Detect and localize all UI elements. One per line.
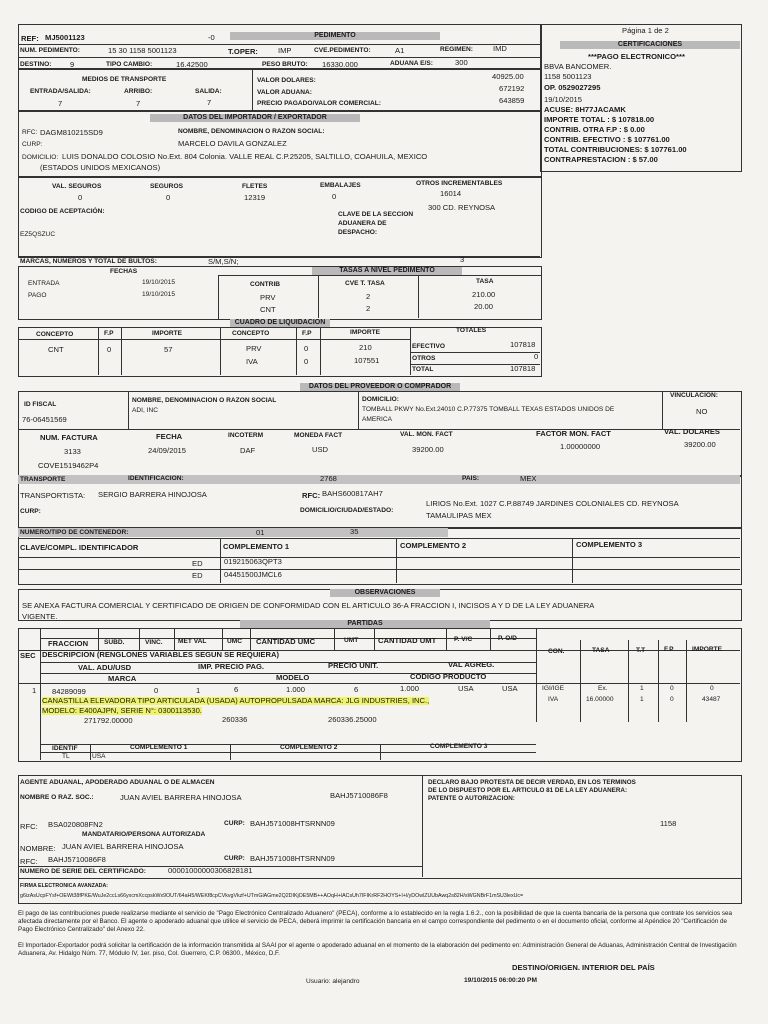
row-fp-2: 0 — [670, 696, 674, 703]
liq-efectivo-label: EFECTIVO — [412, 343, 445, 350]
arribo-label: ARRIBO: — [124, 88, 153, 95]
destino-origen: DESTINO/ORIGEN. INTERIOR DEL PAÍS — [512, 963, 655, 972]
peso-label: PESO BRUTO: — [262, 61, 308, 68]
row-precio: 260336.25000 — [328, 715, 377, 724]
part-h-cantumc: CANTIDAD UMC — [256, 637, 316, 646]
imp-nombre-value: MARCELO DAVILA GONZALEZ — [178, 139, 287, 148]
c1-value: USA — [92, 753, 106, 760]
part-modelo-label: MODELO — [276, 673, 310, 682]
imp-rfc-label: RFC: — [22, 129, 38, 136]
trans-domicilio-label: DOMICILIO/CIUDAD/ESTADO: — [300, 507, 394, 514]
cert-num: 1158 5001123 — [544, 72, 592, 81]
salida-value: 7 — [207, 98, 212, 107]
liq-totales-label: TOTALES — [456, 327, 487, 334]
acept-label: CODIGO DE ACEPTACIÓN: — [20, 208, 105, 215]
transporte-title: MEDIOS DE TRANSPORTE — [82, 76, 167, 83]
liq-h-importe-2: IMPORTE — [350, 329, 381, 336]
row-tt-2: 1 — [640, 696, 644, 703]
tipo-cambio-label: TIPO CAMBIO: — [106, 61, 153, 68]
usuario: Usuario: alejandro — [306, 978, 360, 985]
otros-label: OTROS INCREMENTABLES — [416, 180, 503, 187]
liq-h-concepto-2: CONCEPTO — [232, 330, 270, 337]
embalajes-value: 0 — [332, 192, 337, 201]
prov-moneda: USD — [312, 445, 329, 454]
liq-left-concepto: CNT — [48, 345, 64, 354]
part-desc-label: DESCRIPCION (RENGLONES VARIABLES SEGUN SE REQUIERA) — [42, 650, 279, 659]
seguros-label: VAL. SEGUROS — [52, 183, 102, 190]
prov-h-valdol: VAL. DOLARES — [664, 427, 720, 436]
dolares-label: VALOR DOLARES: — [257, 77, 316, 84]
c1-h-label: COMPLEMENTO 1 — [130, 744, 188, 751]
otros-value: 16014 — [440, 189, 462, 198]
contenedor-num: 01 — [256, 528, 265, 537]
prov-vinculacion-value: NO — [696, 407, 708, 416]
destino-value: 9 — [70, 60, 75, 69]
ident-value: 2768 — [320, 474, 337, 483]
pais-value: MEX — [520, 474, 537, 483]
prov-domicilio-label: DOMICILIO: — [362, 396, 399, 403]
importe-total: IMPORTE TOTAL : $ 107818.00 — [544, 115, 655, 124]
prov-h-valmon: VAL. MON. FACT — [400, 431, 453, 438]
peso-value: 16330.000 — [322, 60, 358, 69]
part-h-cantumt: CANTIDAD UMT — [378, 636, 437, 645]
destino-label: DESTINO: — [20, 61, 52, 68]
arribo-value: 7 — [136, 99, 141, 108]
part-h-pod: P. O/D — [498, 635, 517, 642]
mandatario-title: MANDATARIO/PERSONA AUTORIZADA — [82, 831, 206, 838]
contraprestacion: CONTRAPRESTACION : $ 57.00 — [544, 155, 658, 164]
transportista-value: SERGIO BARRERA HINOJOSA — [98, 490, 207, 499]
marcas-label: MARCAS, NUMEROS Y TOTAL DE BULTOS: — [20, 258, 157, 265]
liq-h-concepto-1: CONCEPTO — [36, 331, 74, 338]
contrib-efectivo: CONTRIB. EFECTIVO : $ 107761.00 — [544, 135, 670, 144]
trans-domicilio-value: LIRIOS No.Ext. 1027 C.P.88749 JARDINES COLONIALES CD. REYNOSA — [426, 499, 679, 508]
tasa-row-1-tasa: 210.00 — [472, 290, 496, 299]
liquidacion-title: CUADRO DE LIQUIDACION — [230, 319, 330, 327]
legal-text-2: El Importador-Exportador podrá solicitar la certificación de la información transmitida al SAAI por el agente o apoderado aduanal en el momento de la elaboración del pedimento en: Administración General de Aduanas, Administración Central de Investigación Aduanera, Av. Hidalgo Núm. 77, Módulo IV, 1er. piso, Col. Guerrero, C.P. 06300., México, D.F. — [18, 942, 737, 957]
part-sec-label: SEC — [20, 651, 36, 660]
agente-curp-label: CURP: — [224, 820, 245, 827]
contenedor-label: NUMERO/TIPO DE CONTENEDOR: — [20, 529, 129, 536]
row-val: 271792.00000 — [84, 716, 133, 725]
part-fp-label: F.P — [664, 646, 674, 653]
row-cantumt: 1.000 — [400, 684, 420, 693]
row-umc: 1.000 — [286, 685, 306, 694]
row-imp: 260336 — [222, 715, 248, 724]
part-tasa-label: TASA — [592, 647, 610, 654]
clave-label-3: DESPACHO: — [338, 229, 378, 236]
partidas-table — [18, 628, 742, 762]
liq-left-importe: 57 — [164, 345, 173, 354]
fletes-label: FLETES — [242, 183, 268, 190]
liq-h-importe-1: IMPORTE — [152, 330, 183, 337]
banco: BBVA BANCOMER. — [544, 62, 612, 71]
clave-value: 300 CD. REYNOSA — [428, 203, 496, 212]
agente-rfc-value: BSA020808FN2 — [48, 820, 103, 829]
prov-h-moneda: MONEDA FACT — [294, 432, 343, 439]
fecha-pago-label: PAGO — [28, 292, 47, 299]
proveedor-box — [18, 391, 742, 477]
seguros2-label: SEGUROS — [150, 183, 183, 190]
liq-h-fp-2: F.P — [302, 330, 312, 337]
prov-idfiscal-value: 76-06451569 — [22, 415, 67, 424]
entrada-label: ENTRADA/SALIDA: — [30, 88, 91, 95]
tasas-cve-label: CVE T. TASA — [345, 280, 385, 287]
agente-rfc2-value: BAHJ5710086F8 — [48, 855, 106, 864]
observaciones-text: SE ANEXA FACTURA COMERCIAL Y CERTIFICADO DE ORIGEN DE CONFORMIDAD CON EL ARTICULO 36-A FRACCION I, INCISOS A Y D DE LA LEY ADUANERA — [22, 601, 595, 610]
seguros2-value: 0 — [166, 193, 171, 202]
liq-mid-1-fp: 0 — [304, 344, 309, 353]
ident-h-label: IDENTIF — [52, 745, 78, 752]
liq-mid-1-importe: 210 — [359, 343, 372, 352]
trans-rfc-label: RFC: — [302, 491, 321, 500]
fecha-entrada-label: ENTRADA — [28, 280, 60, 287]
prov-valdol: 39200.00 — [684, 440, 716, 449]
part-val-label: VAL. ADU/USD — [78, 663, 132, 672]
transporte-bar — [18, 475, 740, 484]
marcas-value: S/M,S/N; — [208, 257, 239, 266]
part-h-metval: MET VAL — [178, 638, 207, 645]
ref-value: MJ5001123 — [45, 33, 85, 42]
trans-rfc-value: BAHS600817AH7 — [322, 489, 383, 498]
imp-domicilio-value: LUIS DONALDO COLOSIO No.Ext. 804 Colonia. VALLE REAL C.P.25205, SALTILLO, COAHUILA, MEXICO — [62, 152, 428, 161]
agente-rfc-label: RFC: — [20, 822, 38, 831]
trans-curp-label: CURP: — [20, 508, 41, 515]
row-pod: USA — [502, 684, 518, 693]
prov-fecha: 24/09/2015 — [148, 446, 187, 455]
imp-rfc-value: DAGM810215SD9 — [40, 128, 103, 137]
pagina-label: Página 1 de 2 — [622, 26, 669, 35]
regimen-value: IMD — [493, 44, 507, 53]
firma-label: FIRMA ELECTRONICA AVANZADA: — [20, 883, 109, 889]
row-con-1: IGI/IGE — [542, 685, 564, 692]
firma-box — [18, 878, 742, 904]
part-imp-label: IMP. PRECIO PAG. — [198, 662, 264, 671]
cert-fecha: 19/10/2015 — [544, 95, 583, 104]
regimen-label: REGIMEN: — [440, 46, 473, 53]
liq-mid-2-fp: 0 — [304, 357, 309, 366]
liq-efectivo-value: 107818 — [510, 340, 536, 349]
fecha-impresion: 19/10/2015 06:00:20 PM — [464, 977, 537, 984]
part-marca-label: MARCA — [108, 674, 137, 683]
embalajes-label: EMBALAJES — [320, 182, 361, 189]
liq-total-label: TOTAL — [412, 366, 434, 373]
certificaciones-title: CERTIFICACIONES — [560, 41, 740, 49]
tasa-row-1-contrib: PRV — [260, 293, 276, 302]
agente-curp2-value: BAHJ571008HTSRNN09 — [250, 854, 335, 863]
part-h-fraccion: FRACCION — [48, 639, 89, 648]
num-ped-value: 15 30 1158 5001123 — [108, 46, 177, 55]
tasas-contrib-label: CONTRIB — [250, 281, 281, 288]
row-imp-2: 43487 — [702, 696, 721, 703]
imp-nombre-label: NOMBRE, DENOMINACION O RAZON SOCIAL: — [178, 128, 325, 135]
prov-factura: 3133 — [64, 447, 81, 456]
pedimento-title: PEDIMENTO — [230, 32, 440, 40]
transportista-label: TRANSPORTISTA: — [20, 491, 86, 500]
row-desc-1: CANASTILLA ELEVADORA TIPO ARTICULADA (USADA) AUTOPROPULSADA MARCA: JLG INDUSTRIES, INC., — [42, 696, 430, 705]
salida-label: SALIDA: — [195, 88, 222, 95]
pago-electronico: ***PAGO ELECTRONICO*** — [588, 52, 685, 61]
row-subd: 0 — [154, 686, 159, 695]
liq-h-fp-1: F.P — [104, 330, 114, 337]
aduana-label: ADUANA E/S: — [390, 60, 433, 67]
agente-curp-value: BAHJ571008HTSRNN09 — [250, 819, 335, 828]
liq-mid-2-concepto: IVA — [246, 357, 258, 366]
firma-value: g6izAsUcpFYsf+OEWt38fPKE/WuJe2ccLs66yxcmXccpskWx9OUT/64aH5/WEKf8cpCVkvgVkzf+UTmGlAGme2Q2DIKjOE5MB++AOqH+lACsUh7IFIKrRF2HOYS+I+l/yDOwlZUUbAwq2s82H/sWGNBrF1mSU3lexUc= — [20, 893, 524, 899]
tasas-title: TASAS A NIVEL PEDIMENTO — [312, 267, 462, 275]
row-tasa-2: 16.00000 — [586, 696, 614, 703]
liq-mid-2-importe: 107551 — [354, 356, 380, 365]
serie-label: NUMERO DE SERIE DEL CERTIFICADO: — [20, 868, 146, 875]
prov-h-factura: NUM. FACTURA — [40, 433, 98, 442]
ref-label: REF: — [21, 34, 39, 43]
liq-total-value: 107818 — [510, 364, 536, 373]
declaro-text: DECLARO BAJO PROTESTA DE DECIR VERDAD, EN LOS TERMINOS DE LO DISPUESTO POR EL ARTICULO 81 DE LA LEY ADUANERA: PATENTE O AUTORIZACION: — [428, 779, 636, 802]
part-valagreg-label: VAL AGREG. — [448, 660, 495, 669]
imp-domicilio-label: DOMICILIO: — [22, 154, 59, 161]
tipo-cambio-value: 16.42500 — [176, 60, 208, 69]
toper-label: T.OPER: — [228, 47, 258, 56]
cveped-label: CVE.PEDIMENTO: — [314, 47, 371, 54]
legal-text: El pago de las contribuciones puede realizarse mediante el servicio de "Pago Electrónico Centralizado Aduanero" (PECA), conforme a lo establecido en la regla 1.6.2., con la posibilidad de que la cuenta bancaria de la persona que contrate los servicios sea afectada directamente por el Banco. El agente o apoderado aduanal que utilice el servicio de PECA, deberá imprimir la certificación bancaria en el campo correspondiente del pedimento o en el documento oficial, conforme al Apéndice 20 "Certificación de Pago Electrónico Centralizado" del Anexo 22. — [18, 910, 732, 933]
imp-domicilio-value2: (ESTADOS UNIDOS MEXICANOS) — [40, 163, 161, 172]
fletes-value: 12319 — [244, 193, 266, 202]
prov-idfiscal-label: ID FISCAL — [24, 401, 57, 408]
aduana-val-label: VALOR ADUANA: — [257, 89, 312, 96]
liq-otros-label: OTROS — [412, 355, 436, 362]
cont-row-1-comp1: 019215063QPT3 — [224, 557, 282, 566]
prov-h-fecha: FECHA — [156, 432, 183, 441]
part-h-pvc: P. V/C — [454, 636, 473, 643]
dolares-value: 40925.00 — [492, 72, 524, 81]
prov-valmon: 39200.00 — [412, 445, 444, 454]
row-metval: 6 — [234, 685, 239, 694]
clave-label-2: ADUANERA DE — [338, 220, 387, 227]
prov-incoterm: DAF — [240, 446, 256, 455]
observaciones-title: OBSERVACIONES — [330, 589, 440, 597]
agente-nombre2-value: JUAN AVIEL BARRERA HINOJOSA — [62, 842, 184, 851]
part-precio-label: PRECIO UNIT. — [328, 661, 379, 670]
tasas-tasa-label: TASA — [476, 278, 494, 285]
agente-nombre-rfc: BAHJ5710086F8 — [330, 791, 388, 800]
cont-row-2-comp1: 04451500JMCL6 — [224, 570, 282, 579]
liq-mid-1-concepto: PRV — [246, 344, 262, 353]
part-h-umt: UMT — [344, 637, 359, 644]
transporte-label: TRANSPORTE — [20, 476, 66, 483]
proveedor-title: DATOS DEL PROVEEDOR O COMPRADOR — [300, 383, 460, 391]
row-imp-1: 0 — [710, 685, 714, 692]
prov-vinculacion-label: VINCULACION: — [670, 392, 718, 399]
prov-factor: 1.00000000 — [560, 442, 601, 451]
row-con-2: IVA — [548, 696, 559, 703]
clave-label-1: CLAVE DE LA SECCION — [338, 211, 414, 218]
cont-row-1-clave: ED — [192, 559, 203, 568]
part-h-subd: SUBD. — [104, 639, 125, 646]
row-pvc: USA — [458, 684, 474, 693]
row-sec: 1 — [32, 686, 37, 695]
precio-value: 643859 — [499, 96, 525, 105]
total-contrib: TOTAL CONTRIBUCIONES: $ 107761.00 — [544, 145, 687, 154]
ref-suffix: -0 — [208, 33, 215, 42]
prov-nombre-value: ADI, INC — [132, 407, 159, 414]
comp2-label: COMPLEMENTO 2 — [400, 541, 467, 550]
clave-compl-label: CLAVE/COMPL. IDENTIFICADOR — [20, 543, 139, 552]
agente-nombre2-label: NOMBRE: — [20, 844, 56, 853]
prov-h-incoterm: INCOTERM — [228, 432, 264, 439]
bultos-value: 3 — [460, 255, 465, 264]
cert-acuse: ACUSE: 8H77JACAMK — [544, 105, 626, 114]
row-fraccion: 84289099 — [52, 687, 86, 696]
partidas-title: PARTIDAS — [240, 620, 490, 628]
row-tt-1: 1 — [640, 685, 644, 692]
agente-curp2-label: CURP: — [224, 855, 245, 862]
liq-otros-value: 0 — [534, 352, 539, 361]
seguros-value: 0 — [78, 193, 83, 202]
ident-label: IDENTIFICACION: — [128, 475, 184, 482]
agente-rfc2-label: RFC: — [20, 857, 38, 866]
entrada-value: 7 — [58, 99, 63, 108]
importador-title: DATOS DEL IMPORTADOR / EXPORTADOR — [150, 114, 360, 122]
trans-domicilio-value2: TAMAULIPAS MEX — [426, 511, 492, 520]
patente-value: 1158 — [660, 819, 677, 828]
part-codigo-label: CODIGO PRODUCTO — [410, 672, 487, 681]
agente-title: AGENTE ADUANAL, APODERADO ADUANAL O DE ALMACEN — [20, 779, 215, 786]
comp1-label: COMPLEMENTO 1 — [223, 542, 290, 551]
toper-value: IMP — [278, 46, 292, 55]
part-importe-label: IMPORTE — [692, 646, 723, 653]
prov-domicilio-value: TOMBALL PKWY No.Ext.24010 C.P.77375 TOMBALL TEXAS ESTADOS UNIDOS DE — [362, 406, 615, 413]
contenedor-tipo: 35 — [350, 527, 359, 536]
row-cantumc: 6 — [354, 685, 359, 694]
prov-domicilio-value2: AMERICA — [362, 416, 393, 423]
c2-h-label: COMPLEMENTO 2 — [280, 744, 338, 751]
num-ped-label: NUM. PEDIMENTO: — [20, 47, 80, 54]
row-vinc: 1 — [196, 686, 201, 695]
agente-nombre-value: JUAN AVIEL BARRERA HINOJOSA — [120, 793, 242, 802]
fecha-entrada-value: 19/10/2015 — [142, 279, 176, 286]
row-desc-2: MODELO: E400AJPN, SERIE N°: 0300113530. — [42, 706, 202, 715]
precio-label: PRECIO PAGADO/VALOR COMERCIAL: — [257, 100, 381, 107]
imp-curp-label: CURP: — [22, 141, 43, 148]
contrib-otra: CONTRIB. OTRA F.P : $ 0.00 — [544, 125, 645, 134]
observaciones-text2: VIGENTE. — [22, 612, 58, 621]
aduana-val-value: 672192 — [499, 84, 525, 93]
row-tasa-1: Ex. — [598, 685, 608, 692]
tasa-row-2-cve: 2 — [366, 304, 371, 313]
serie-value: 00001000000306828181 — [168, 866, 253, 875]
cveped-value: A1 — [395, 46, 405, 55]
fecha-pago-value: 19/10/2015 — [142, 291, 176, 298]
row-fp-1: 0 — [670, 685, 674, 692]
liq-left-fp: 0 — [107, 345, 112, 354]
part-h-vinc: VINC. — [145, 639, 163, 646]
tasa-row-1-cve: 2 — [366, 292, 371, 301]
fechas-title: FECHAS — [110, 268, 138, 275]
part-tt-label: T.T — [636, 647, 646, 654]
part-con-label: CON. — [548, 648, 565, 655]
part-h-umc: UMC — [227, 638, 243, 645]
comp3-label: COMPLEMENTO 3 — [576, 540, 643, 549]
prov-factura2: COVE1519462P4 — [38, 461, 99, 470]
cont-row-2-clave: ED — [192, 571, 203, 580]
prov-nombre-label: NOMBRE, DENOMINACION O RAZON SOCIAL — [132, 397, 277, 404]
pais-label: PAIS: — [462, 475, 480, 482]
aduana-value: 300 — [455, 58, 468, 67]
prov-h-factor: FACTOR MON. FACT — [536, 429, 611, 438]
tasa-row-2-contrib: CNT — [260, 305, 276, 314]
ident-value: TL — [62, 753, 70, 760]
tasa-row-2-tasa: 20.00 — [474, 302, 494, 311]
agente-nombre-label: NOMBRE O RAZ. SOC.: — [20, 794, 94, 801]
acept-value: EZ5QSZUC — [20, 231, 56, 238]
cert-op: OP. 0529027295 — [544, 83, 601, 92]
c3-h-label: COMPLEMENTO 3 — [430, 743, 488, 750]
